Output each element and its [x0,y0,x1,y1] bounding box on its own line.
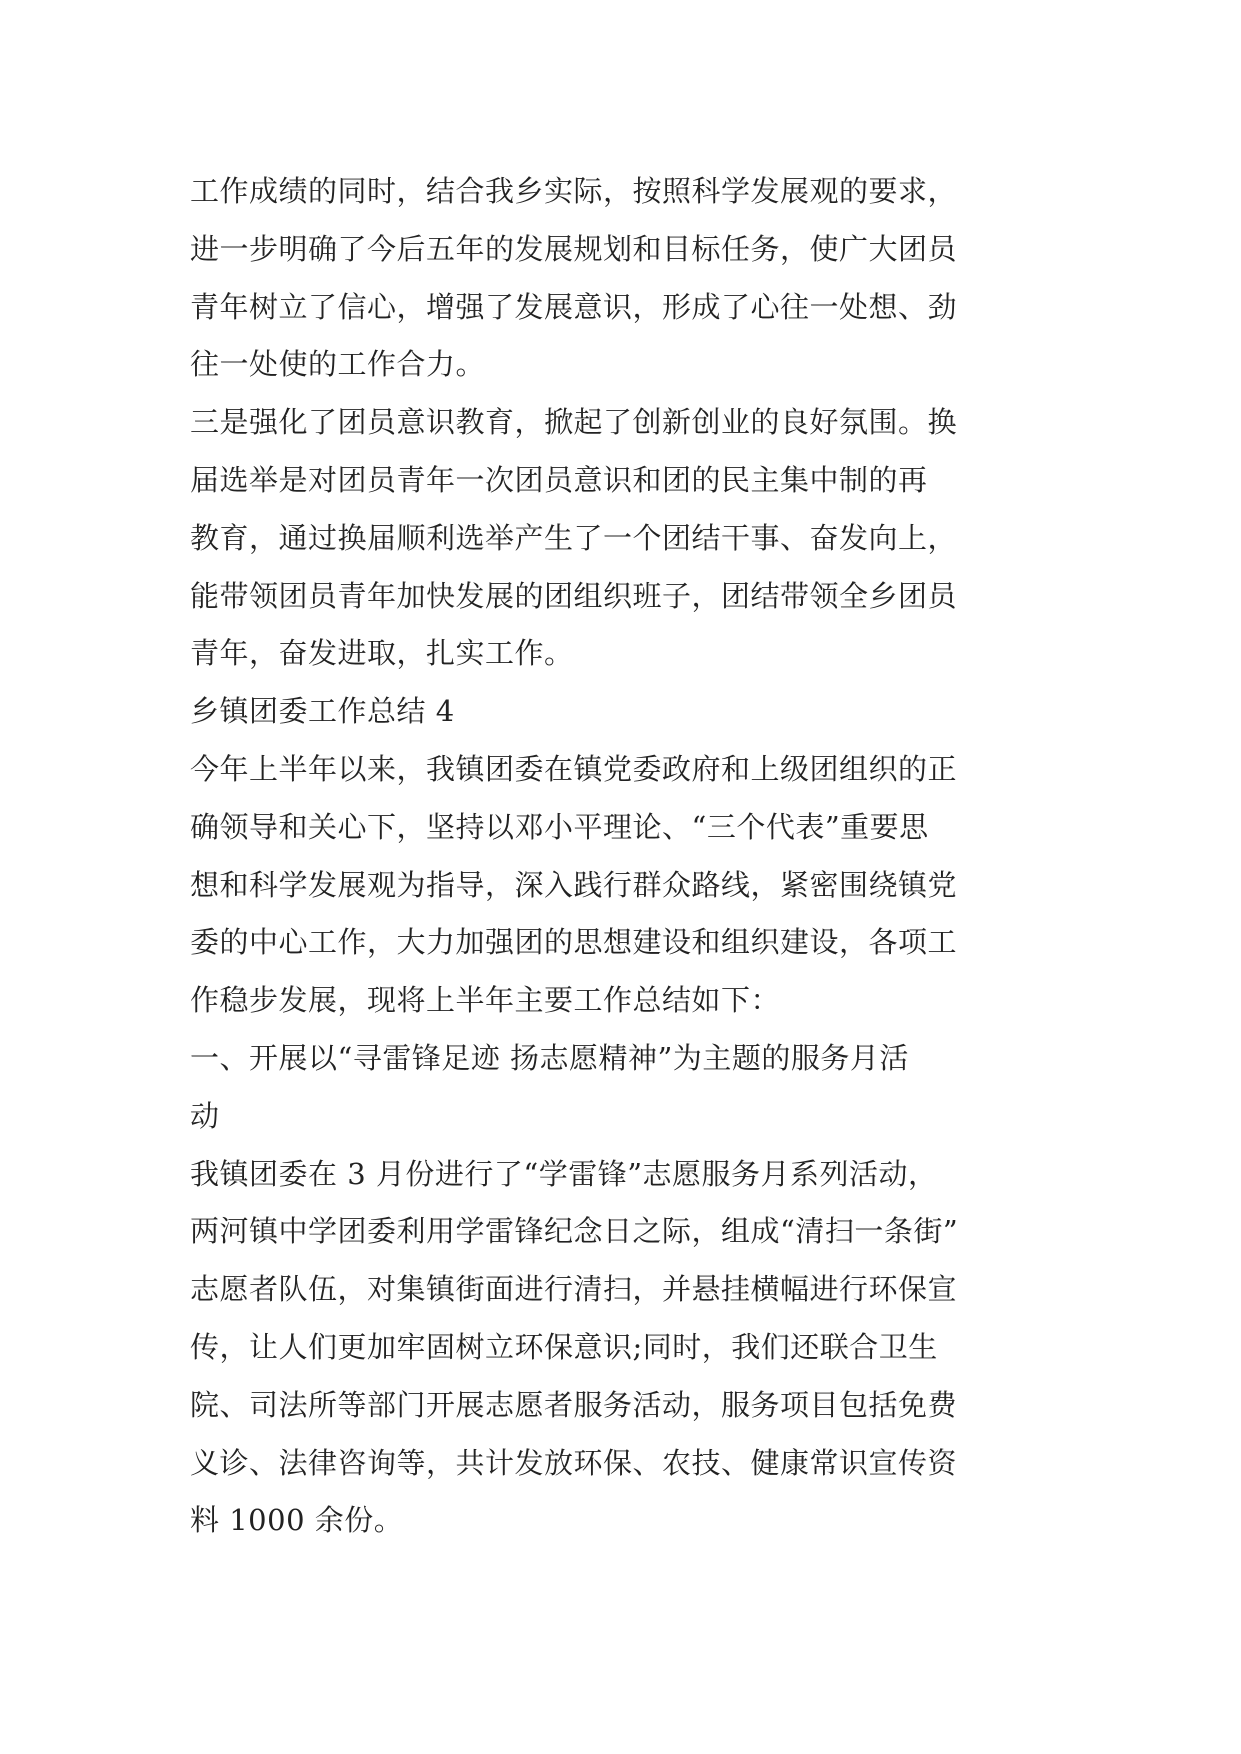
text-line: 进一步明确了今后五年的发展规划和目标任务，使广大团员 [190,231,958,266]
text-line: 青年树立了信心，增强了发展意识，形成了心往一处想、劲 [190,289,958,324]
text-line: 确领导和关心下，坚持以邓小平理论、“三个代表”重要思 [190,809,929,844]
subsection-heading: 一、开展以“寻雷锋足迹 扬志愿精神”为主题的服务月活 [190,1040,909,1075]
section-heading: 乡镇团委工作总结 4 [190,694,455,729]
text-line: 院、司法所等部门开展志愿者服务活动，服务项目包括免费 [190,1387,958,1422]
text-line: 想和科学发展观为指导，深入践行群众路线，紧密围绕镇党 [190,867,958,902]
text-line: 委的中心工作，大力加强团的思想建设和组织建设，各项工 [190,925,958,960]
text-line: 教育，通过换届顺利选举产生了一个团结干事、奋发向上， [190,520,958,555]
text-line: 能带领团员青年加快发展的团组织班子，团结带领全乡团员 [190,578,958,613]
text-line: 工作成绩的同时，结合我乡实际，按照科学发展观的要求， [190,174,958,208]
text-line: 作稳步发展，现将上半年主要工作总结如下： [190,983,781,1018]
text-line: 三是强化了团员意识教育，掀起了创新创业的良好氛围。换 [190,405,958,440]
text-line: 往一处使的工作合力。 [190,347,486,382]
text-line: 义诊、法律咨询等，共计发放环保、农技、健康常识宣传资 [190,1445,958,1480]
text-line: 我镇团委在 3 月份进行了“学雷锋”志愿服务月系列活动， [190,1156,938,1191]
text-line: 传，让人们更加牢固树立环保意识;同时，我们还联合卫生 [190,1329,938,1364]
subsection-heading: 动 [190,1098,220,1133]
text-line: 届选举是对团员青年一次团员意识和团的民主集中制的再 [190,462,928,497]
text-line: 两河镇中学团委利用学雷锋纪念日之际，组成“清扫一条街” [190,1214,959,1249]
text-line: 料 1000 余份。 [190,1503,404,1538]
text-line: 青年，奋发进取，扎实工作。 [190,636,574,671]
document-body [190,163,1050,1550]
text-line: 志愿者队伍，对集镇街面进行清扫，并悬挂横幅进行环保宣 [190,1272,958,1307]
text-line: 今年上半年以来，我镇团委在镇党委政府和上级团组织的正 [190,751,958,786]
